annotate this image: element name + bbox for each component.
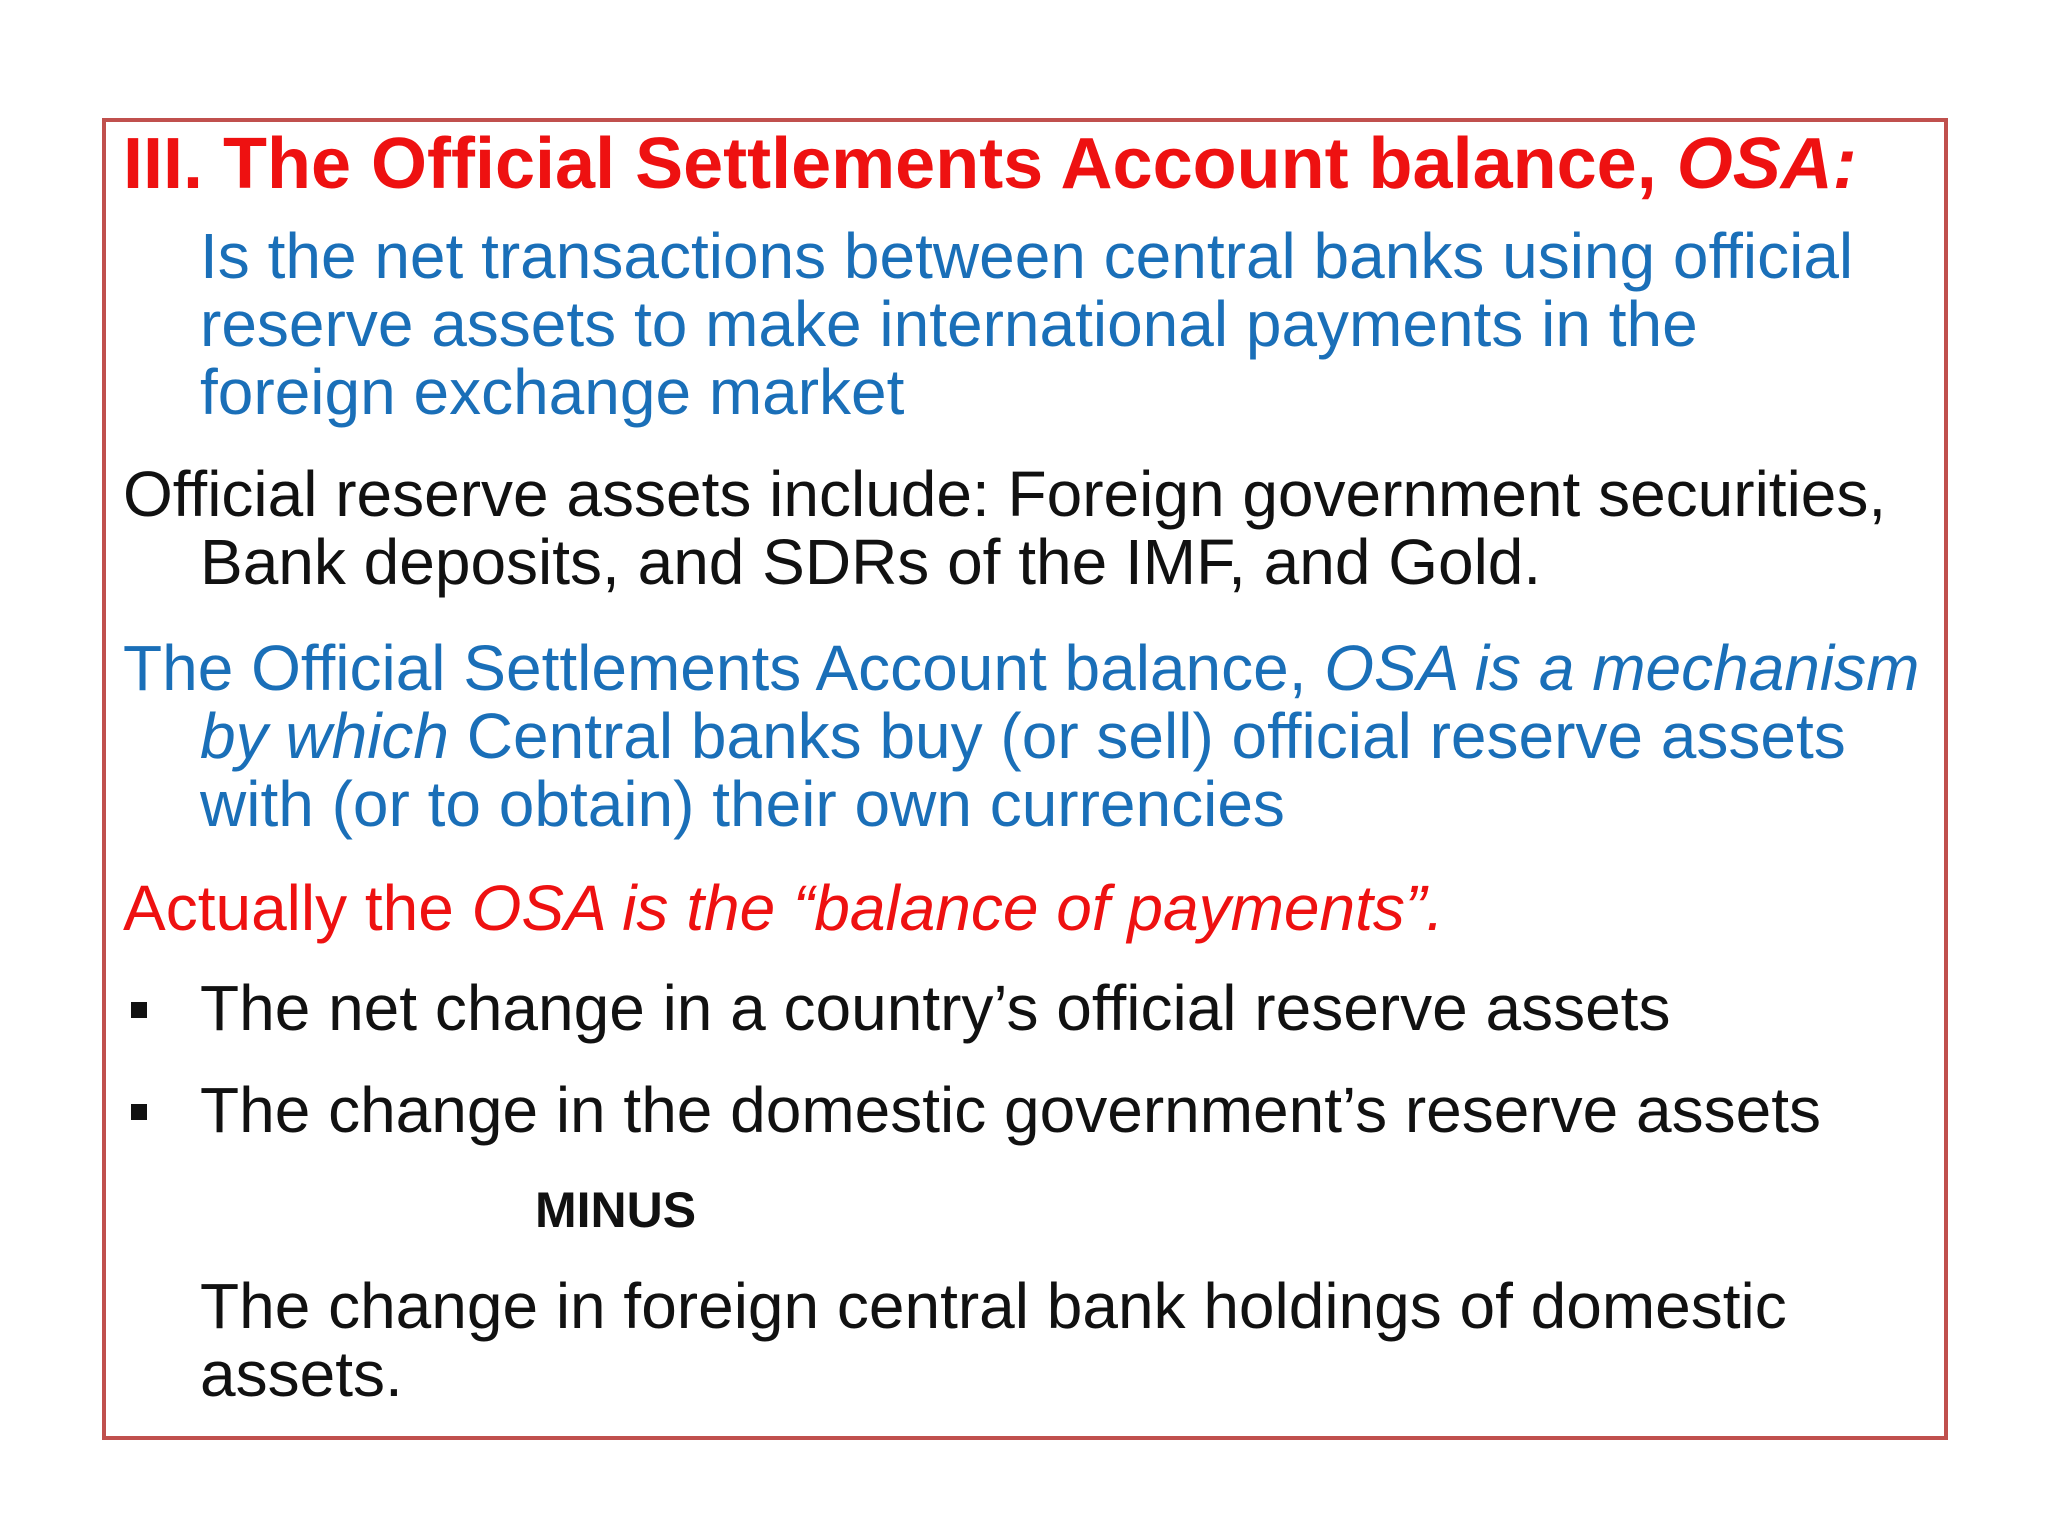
bullet-item-1: The net change in a country’s official reserve assets: [200, 972, 1671, 1044]
foreign-holdings-line-1: The change in foreign central bank holdings of domestic: [200, 1270, 1787, 1342]
bullet-square-icon: [131, 1104, 147, 1120]
actually-italic: OSA is the “balance of payments”.: [471, 872, 1444, 944]
minus-label: MINUS: [535, 1182, 697, 1238]
mechanism-line-1-italic: OSA is a mechanism: [1324, 632, 1920, 704]
bullet-square-icon: [131, 1002, 147, 1018]
foreign-holdings-line-2: assets.: [200, 1338, 403, 1410]
slide-title-italic: OSA:: [1676, 124, 1857, 204]
definition-line-1: Is the net transactions between central banks using official: [200, 220, 1854, 292]
definition-line-3: foreign exchange market: [200, 356, 905, 428]
reserve-assets-line-2: Bank deposits, and SDRs of the IMF, and Gold.: [200, 526, 1542, 598]
mechanism-line-3: with (or to obtain) their own currencies: [200, 768, 1285, 840]
slide-title-main: III. The Official Settlements Account balance,: [123, 124, 1677, 204]
mechanism-line-1: [123, 632, 1920, 704]
mechanism-line-1-plain: The Official Settlements Account balance,: [123, 632, 1325, 704]
bullet-item-2: The change in the domestic government’s reserve assets: [200, 1074, 1821, 1146]
definition-line-2: reserve assets to make international payments in the: [200, 288, 1698, 360]
reserve-assets-line-1: Official reserve assets include: Foreign government securities,: [123, 458, 1887, 530]
actually-plain: Actually the: [123, 872, 472, 944]
actually-statement: [123, 872, 1444, 944]
slide-title: [123, 124, 1857, 204]
mechanism-line-2: [200, 700, 1846, 772]
mechanism-line-2-plain: Central banks buy (or sell) official reserve assets: [449, 700, 1846, 772]
mechanism-line-2-italic: by which: [200, 700, 449, 772]
